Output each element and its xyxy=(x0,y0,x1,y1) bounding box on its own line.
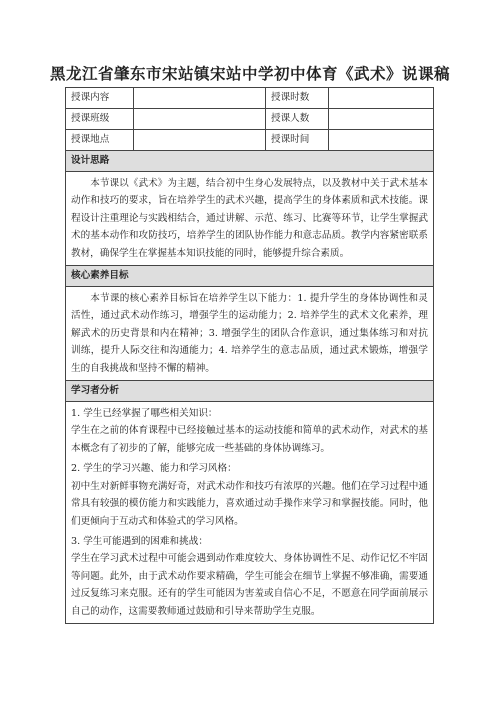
label-teaching-hours: 授课时数 xyxy=(266,88,329,109)
lesson-plan-table xyxy=(65,87,434,624)
section-header-core: 核心素养目标 xyxy=(66,266,434,287)
value-teaching-time[interactable] xyxy=(329,130,434,151)
analysis-answer: 初中生对新鲜事物充满好奇，对武术动作和技巧有浓厚的兴趣。他们在学习过程中通常具有较强的模仿能力和实践能力，喜欢通过动手操作来学习和掌握技能。同时，他们更倾向于互动式和体验式的学习风格。 xyxy=(71,480,428,527)
label-student-count: 授课人数 xyxy=(266,109,329,130)
value-teaching-content[interactable] xyxy=(134,88,266,109)
value-student-count[interactable] xyxy=(329,109,434,130)
value-teaching-hours[interactable] xyxy=(329,88,434,109)
value-teaching-location[interactable] xyxy=(134,130,266,151)
analysis-question: 2. 学生的学习兴趣、能力和学习风格： xyxy=(71,463,237,475)
page-title: 黑龙江省肇东市宋站镇宋站中学初中体育《武术》说课稿 xyxy=(49,64,450,83)
analysis-answer: 学生在学习武术过程中可能会遇到动作难度较大、身体协调性不足、动作记忆不牢固等问题。此外，由于武术动作要求精确，学生可能会在细节上掌握不够准确，需要通过反复练习来克服。还有的学生可能因为害羞或自信心不足，不愿意在同学面前展示自己的动作，这需要教师通过鼓励和引导来帮助学生克服。 xyxy=(71,553,428,617)
label-teaching-time: 授课时间 xyxy=(266,130,329,151)
analysis-body xyxy=(66,402,434,624)
info-row xyxy=(66,88,434,109)
label-teaching-location: 授课地点 xyxy=(66,130,134,151)
section-header-design: 设计思路 xyxy=(66,151,434,172)
analysis-answer: 学生在之前的体育课程中已经接触过基本的运动技能和简单的武术动作，对武术的基本概念有了初步的了解，能够完成一些基础的身体协调练习。 xyxy=(71,425,428,454)
label-teaching-content: 授课内容 xyxy=(66,88,134,109)
analysis-question: 3. 学生可能遇到的困难和挑战： xyxy=(71,535,208,547)
design-text: 本节课以《武术》为主题，结合初中生身心发展特点，以及教材中关于武术基本动作和技巧的要求，旨在培养学生的武术兴趣，提高学生的身体素质和武术技能。课程设计注重理论与实践相结合，通过讲解、示范、练习、比赛等环节，让学生掌握武术的基本动作和攻防技巧，培养学生的团队协作能力和意志品质。教学内容紧密联系教材，确保学生在掌握基本知识技能的同时，能够提升综合素质。 xyxy=(66,172,434,266)
label-teaching-class: 授课班级 xyxy=(66,109,134,130)
analysis-question: 1. 学生已经掌握了哪些相关知识： xyxy=(71,408,218,420)
info-row xyxy=(66,130,434,151)
section-header-analysis: 学习者分析 xyxy=(66,381,434,402)
value-teaching-class[interactable] xyxy=(134,109,266,130)
info-row xyxy=(66,109,434,130)
core-text: 本节课的核心素养目标旨在培养学生以下能力：1. 提升学生的身体协调性和灵活性，通过武术动作练习，增强学生的运动能力；2. 培养学生的武术文化素养，理解武术的历史背景和内在精神；3. 增强学生的团队合作意识，通过集体练习和对抗训练，提升人际交往和沟通能力；4. 培养学生的意志品质，通过武术锻炼，增强学生的自我挑战和坚持不懈的精神。 xyxy=(66,287,434,381)
